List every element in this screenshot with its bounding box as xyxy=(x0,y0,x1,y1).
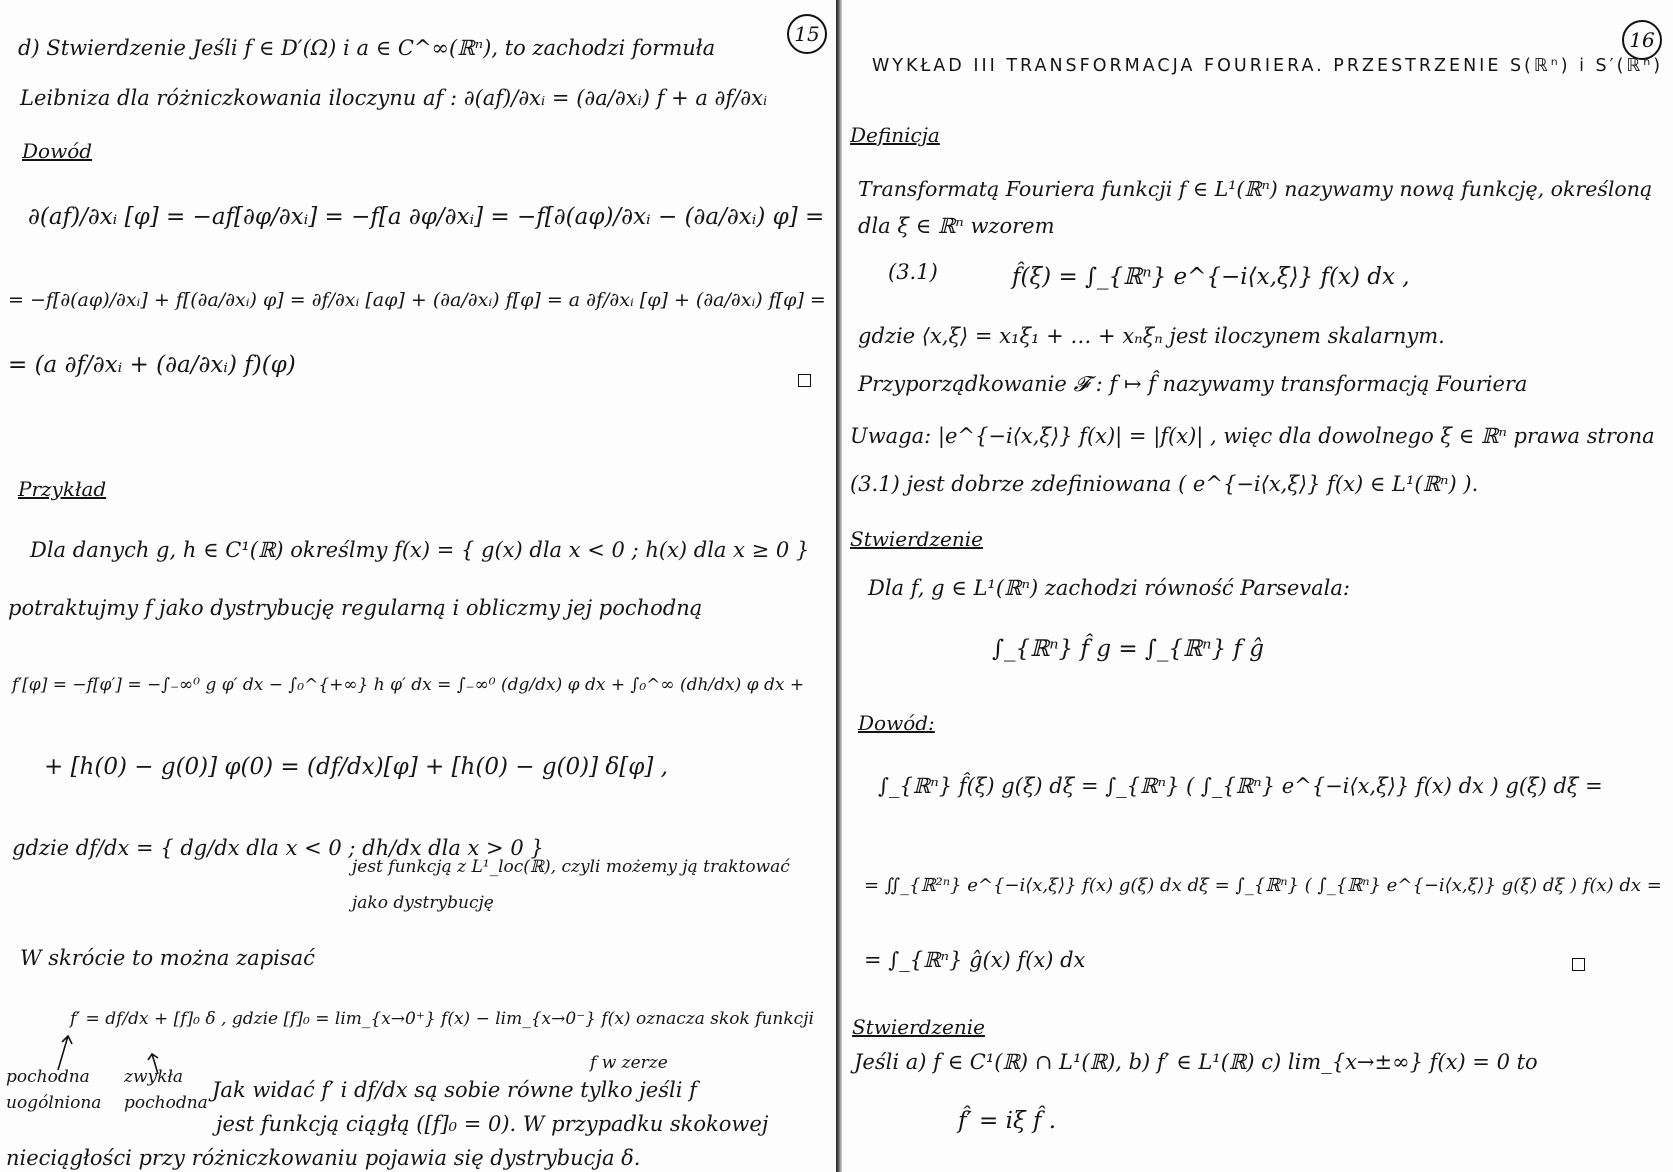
definition-line-1: Transformatą Fouriera funkcji f ∈ L¹(ℝⁿ) nazywamy nową funkcję, określoną xyxy=(858,177,1653,201)
transform-mapping-line: Przyporządkowanie 𝓕 : f ↦ f̂ nazywamy transformacją Fouriera xyxy=(858,372,1528,396)
notes-page-16 xyxy=(842,0,1673,1172)
example-text: potraktujmy f jako dystrybucję regularną i obliczmy jej pochodną xyxy=(8,596,703,620)
parseval-proof-2: = ∬_{ℝ²ⁿ} e^{−i⟨x,ξ⟩} f(x) g(ξ) dx dξ = ∫_{ℝⁿ} ( ∫_{ℝⁿ} e^{−i⟨x,ξ⟩} g(ξ) dξ ) f(x) dx = xyxy=(864,875,1662,896)
example-heading: Przykład xyxy=(18,477,107,501)
arrow-label-1a: pochodna xyxy=(6,1067,90,1087)
proof-heading: Dowód xyxy=(22,139,93,163)
statement-line: d) Stwierdzenie Jeśli f ∈ D′(Ω) i a ∈ C^∞(ℝⁿ), to zachodzi formuła xyxy=(18,36,716,60)
arrow-label-1b: uogólniona xyxy=(6,1093,102,1113)
leibniz-line: Leibniza dla różniczkowania iloczynu af : ∂(af)/∂xᵢ = (∂a/∂xᵢ) f + a ∂f/∂xᵢ xyxy=(20,86,768,110)
page-number-badge: 15 xyxy=(787,14,827,54)
derivative-statement-result: f̂′ = iξ f̂ . xyxy=(958,1108,1057,1134)
derivative-statement-conditions: Jeśli a) f ∈ C¹(ℝ) ∩ L¹(ℝ), b) f′ ∈ L¹(ℝ) c) lim_{x→±∞} f(x) = 0 to xyxy=(854,1050,1538,1074)
remark-line-2: (3.1) jest dobrze zdefiniowana ( e^{−i⟨x,ξ⟩} f(x) ∈ L¹(ℝⁿ) ). xyxy=(850,472,1479,496)
arrow-label-2b: pochodna xyxy=(124,1093,208,1113)
conclusion-line-3: nieciągłości przy różniczkowaniu pojawia się dystrybucja δ. xyxy=(6,1146,641,1170)
definition-heading: Definicja xyxy=(850,123,940,147)
example-definition: Dla danych g, h ∈ C¹(ℝ) określmy f(x) = { g(x) dla x < 0 ; h(x) dla x ≥ 0 } xyxy=(30,538,810,562)
page-number-badge: 16 xyxy=(1622,20,1662,60)
fourier-formula: f̂(ξ) = ∫_{ℝⁿ} e^{−i⟨x,ξ⟩} f(x) dx , xyxy=(1012,264,1410,290)
derivative-statement-heading: Stwierdzenie xyxy=(852,1015,985,1039)
conclusion-insert: f w zerze xyxy=(590,1053,668,1073)
arrow-label-2a: zwykła xyxy=(124,1067,184,1087)
conclusion-line-2: jest funkcją ciągłą ([f]₀ = 0). W przypadku skokowej xyxy=(216,1112,769,1136)
remark-line-1: Uwaga: |e^{−i⟨x,ξ⟩} f(x)| = |f(x)| , więc dla dowolnego ξ ∈ ℝⁿ prawa strona xyxy=(850,424,1655,448)
where-note-1: jest funkcją z L¹_loc(ℝ), czyli możemy ją traktować xyxy=(352,857,790,877)
parseval-proof-3: = ∫_{ℝⁿ} ĝ(x) f(x) dx xyxy=(864,948,1086,972)
qed-box xyxy=(798,374,811,387)
qed-box xyxy=(1572,958,1585,971)
equation-label: (3.1) xyxy=(888,260,938,284)
parseval-formula: ∫_{ℝⁿ} f̂ g = ∫_{ℝⁿ} f ĝ xyxy=(992,636,1264,662)
proof-eq-1: ∂(af)/∂xᵢ [φ] = −af[∂φ/∂xᵢ] = −f[a ∂φ/∂xᵢ] = −f[∂(aφ)/∂xᵢ − (∂a/∂xᵢ) φ] = xyxy=(28,204,825,230)
notes-page-15 xyxy=(0,0,836,1172)
definition-line-2: dla ξ ∈ ℝⁿ wzorem xyxy=(858,214,1055,238)
derivative-eq-2: + [h(0) − g(0)] φ(0) = (df/dx)[φ] + [h(0) − g(0)] δ[φ] , xyxy=(44,754,668,780)
proof-eq-2: = −f[∂(aφ)/∂xᵢ] + f[(∂a/∂xᵢ) φ] = ∂f/∂xᵢ [aφ] + (∂a/∂xᵢ) f[φ] = a ∂f/∂xᵢ [φ] + (∂a/∂xᵢ) f[φ] = xyxy=(8,289,826,311)
inner-product-line: gdzie ⟨x,ξ⟩ = x₁ξ₁ + … + xₙξₙ jest iloczynem skalarnym. xyxy=(858,324,1445,348)
parseval-proof-heading: Dowód: xyxy=(858,711,935,735)
summary-eq: f′ = df/dx + [f]₀ δ , gdzie [f]₀ = lim_{x→0⁺} f(x) − lim_{x→0⁻} f(x) oznacza skok funkcji xyxy=(70,1009,814,1029)
conclusion-line-1: Jak widać f′ i df/dx są sobie równe tylko jeśli f xyxy=(212,1078,697,1102)
summary-intro: W skrócie to można zapisać xyxy=(20,946,315,970)
parseval-proof-1: ∫_{ℝⁿ} f̂(ξ) g(ξ) dξ = ∫_{ℝⁿ} ( ∫_{ℝⁿ} e^{−i⟨x,ξ⟩} f(x) dx ) g(ξ) dξ = xyxy=(878,774,1603,798)
where-note-2: jako dystrybucję xyxy=(352,893,494,913)
lecture-title: WYKŁAD III TRANSFORMACJA FOURIERA. PRZESTRZENIE S(ℝⁿ) i S′(ℝⁿ) xyxy=(872,56,1664,76)
parseval-heading: Stwierdzenie xyxy=(850,527,983,551)
parseval-text: Dla f, g ∈ L¹(ℝⁿ) zachodzi równość Parsevala: xyxy=(868,576,1350,600)
where-line: gdzie df/dx = { dg/dx dla x < 0 ; dh/dx dla x > 0 } xyxy=(12,836,544,860)
proof-eq-3: = (a ∂f/∂xᵢ + (∂a/∂xᵢ) f)(φ) xyxy=(8,352,296,378)
derivative-eq-1: f′[φ] = −f[φ′] = −∫₋∞⁰ g φ′ dx − ∫₀^{+∞} h φ′ dx = ∫₋∞⁰ (dg/dx) φ dx + ∫₀^∞ (dh/dx) φ dx + xyxy=(12,675,805,695)
annotation-arrows xyxy=(0,1030,240,1080)
